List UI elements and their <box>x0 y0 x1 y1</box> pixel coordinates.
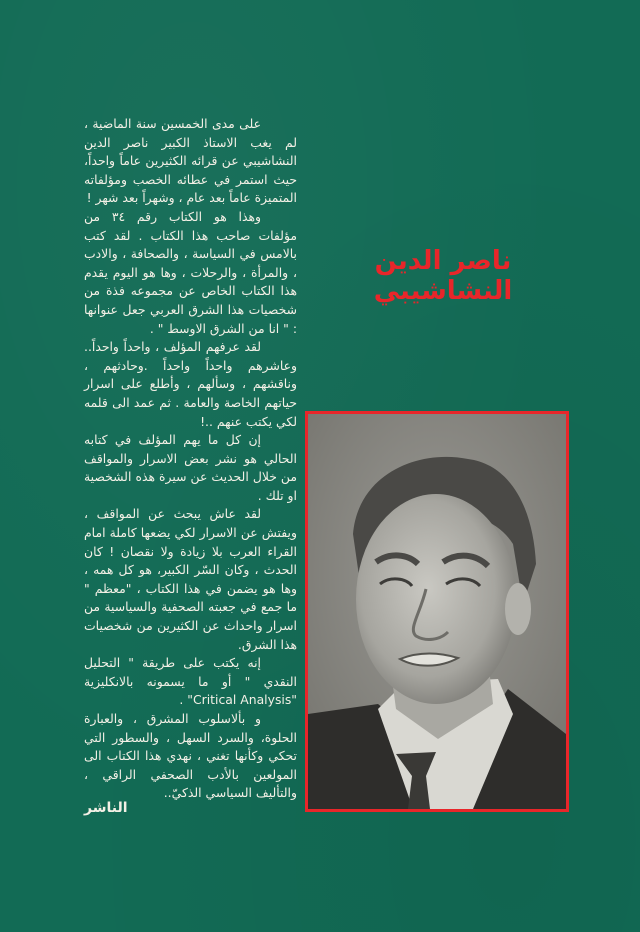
blurb-paragraph: إن كل ما يهم المؤلف في كتابه الحالي هو نشر بعض الاسرار والمواقف من خلال الحديث عن سيرة هذه الشخصية او تلك . <box>84 432 297 503</box>
author-name: ناصر الدين النشاشيبي <box>373 246 513 306</box>
portrait-illustration <box>308 414 566 809</box>
blurb-paragraph: لقد عاش يبحث عن المواقف ، ويفتش عن الاسرار لكي يضعها كاملة امام القراء العرب بلا زيادة ولا نقصان ! كان الحدث ، وكان السّر الكبير، هو كل همه ، وها هو يضمن في هذا الكتاب ، "معظم " ما جمع في جعبته الصحفية والسياسية من اسرار واحداث عن الكثيرين من شخصيات هذا الشرق. <box>84 506 297 652</box>
ear <box>505 583 531 635</box>
blurb-text <box>84 115 297 803</box>
blurb-paragraph: وهذا هو الكتاب رقم ٣٤ من مؤلفات صاحب هذا الكتاب . لقد كتب بالامس في السياسة ، والصحافة ، والادب ، والمرأة ، والرحلات ، وها هو اليوم يقدم هذا الكتاب الخاص عن مجموعه فذة من شخصيات هذا الشرق العربي جعل عنوانها : " انا من الشرق الاوسط " . <box>84 208 297 336</box>
blurb-paragraph: لقد عرفهم المؤلف ، واحداً واحداً.. وعاشرهم واحداً واحداً .وحادثهم ، وناقشهم ، وسألهم ، وأطلع على اسرار حياتهم الخاصة والعامة . ثم عمد الى قلمه لكي يكتب عنهم ..! <box>84 339 297 429</box>
author-photo <box>305 411 569 812</box>
blurb-paragraph: إنه يكتب على طريقة " التحليل النقدي " أو ما يسمونه بالانكليزية "Critical Analysis" . <box>84 655 297 708</box>
blurb-paragraph: على مدى الخمسين سنة الماضية ، لم يغب الاستاذ الكبير ناصر الدين النشاشيبي عن قرائه الكثيرين عاماً واحداً، حيث استمر في عطائه الخصب ومؤلفاته المتميزة عاماً بعد عام ، وشهراً بعد شهر ! <box>84 116 297 206</box>
publisher-signature: الناشر <box>84 800 128 816</box>
face <box>356 494 516 704</box>
blurb-paragraph: و بألاسلوب المشرق ، والعبارة الحلوة، والسرد السهل ، والسطور التي تحكي وكأنها تغني ، نهدي هذا الكتاب الى المولعين بالأدب الصحفي الراقي ، والتأليف السياسي الذكيّ.. <box>84 711 297 801</box>
